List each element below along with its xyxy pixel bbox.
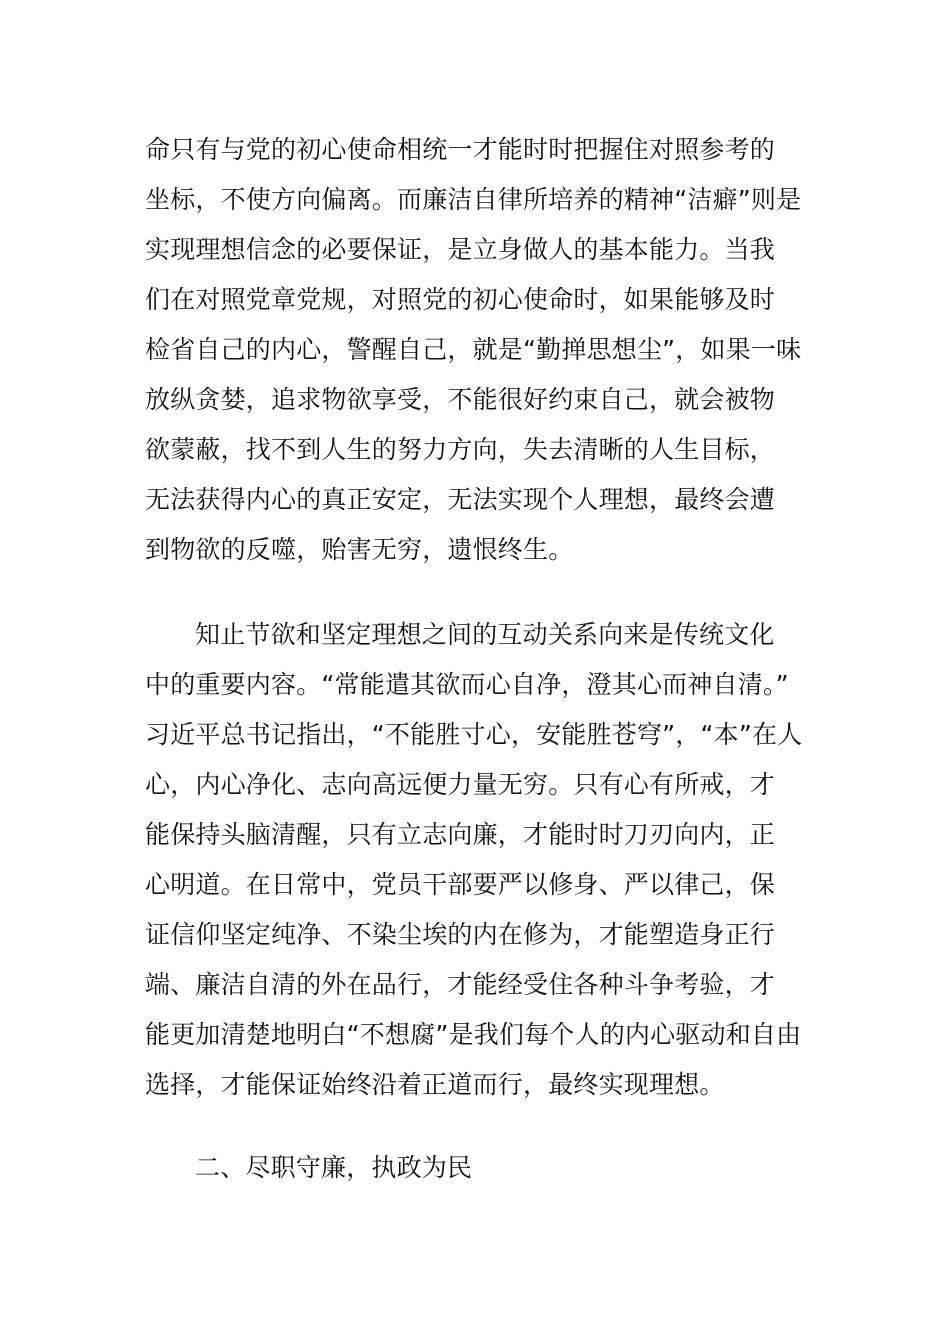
paragraph-line: 能更加清楚地明白“不想腐”是我们每个人的内心驱动和自由 (145, 1020, 802, 1049)
paragraph-line: 心明道。在日常中，党员干部要严以修身、严以律己，保 (145, 870, 776, 899)
paragraph-line: 实现理想信念的必要保证，是立身做人的基本能力。当我 (145, 235, 776, 264)
paragraph-line: 能保持头脑清醒，只有立志向廉，才能时时刀刃向内，正 (145, 820, 776, 849)
paragraph-line: 证信仰坚定纯净、不染尘埃的内在修为，才能塑造身正行 (145, 920, 776, 949)
paragraph-line: 心，内心净化、志向高远便力量无穷。只有心有所戒，才 (145, 770, 776, 799)
paragraph-2 (145, 610, 805, 1110)
paragraph-line: 习近平总书记指出，“不能胜寸心，安能胜苍穹”，“本”在人 (145, 720, 803, 749)
paragraph-line: 无法获得内心的真正安定，无法实现个人理想，最终会遭 (145, 485, 776, 514)
paragraph-line: 选择，才能保证始终沿着正道而行，最终实现理想。 (145, 1070, 725, 1099)
paragraph-line: 放纵贪婪，追求物欲享受，不能很好约束自己，就会被物 (145, 385, 776, 414)
paragraph-line: 欲蒙蔽，找不到人生的努力方向，失去清晰的人生目标， (145, 435, 776, 464)
paragraph-line: 检省自己的内心，警醒自己，就是“勤掸思想尘”，如果一味 (145, 335, 802, 364)
paragraph-line: 中的重要内容。“常能遣其欲而心自净，澄其心而神自清。” (145, 670, 789, 699)
paragraph-line: 命只有与党的初心使命相统一才能时时把握住对照参考的 (145, 135, 776, 164)
paragraph-line: 坐标，不使方向偏离。而廉洁自律所培养的精神“洁癖”则是 (145, 185, 802, 214)
paragraph-line: 端、廉洁自清的外在品行，才能经受住各种斗争考验，才 (145, 970, 776, 999)
paragraph-line: 们在对照党章党规，对照党的初心使命时，如果能够及时 (145, 285, 776, 314)
paragraph-line: 知止节欲和坚定理想之间的互动关系向来是传统文化 (195, 620, 775, 649)
paragraph-line: 到物欲的反噬，贻害无穷，遗恨终生。 (145, 535, 574, 564)
section-heading (145, 1143, 805, 1193)
section-heading-text: 二、尽职守廉，执政为民 (195, 1153, 473, 1182)
paragraph-1 (145, 125, 805, 575)
